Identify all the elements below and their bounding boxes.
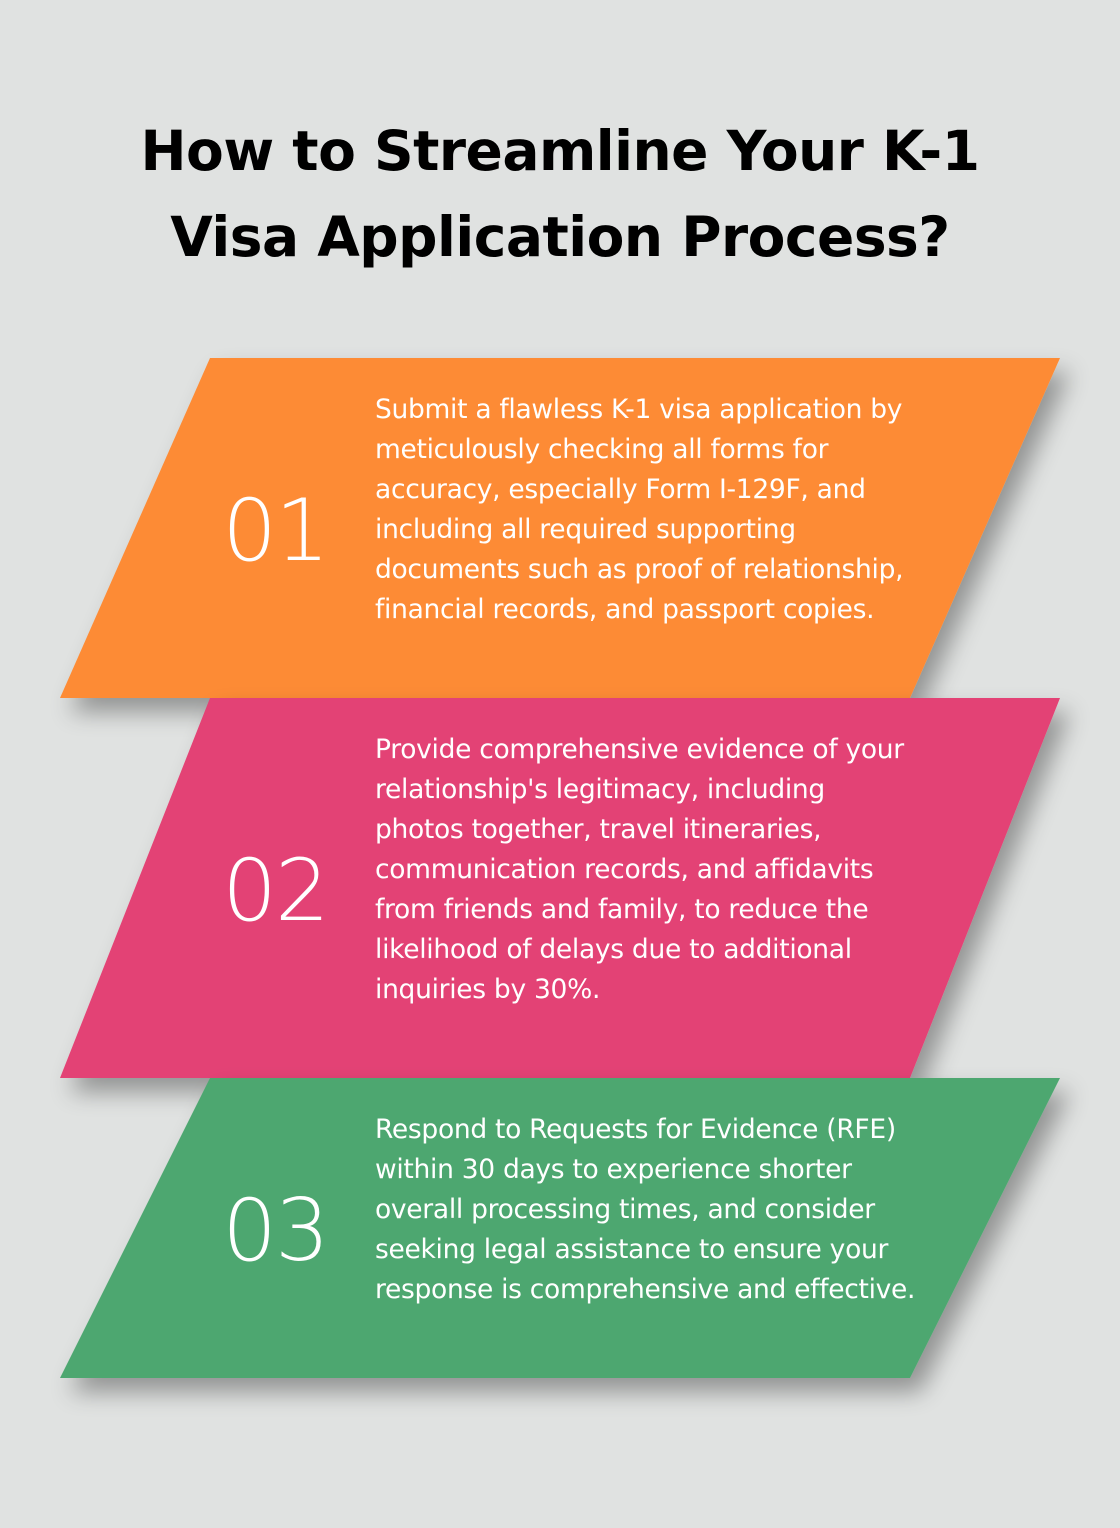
step-3-text: Respond to Requests for Evidence (RFE) within 30 days to experience shorter overall processing times, and consider seeking legal assistance to ensure your response is comprehensive and effective. [375,1114,916,1305]
step-1 [0,358,1120,698]
step-2-text: Provide comprehensive evidence of your relationship's legitimacy, including photos together, travel itineraries, communication records, and affidavits from friends and family, to reduce the likelihood of delays due to additional inquiries by 30%. [375,734,904,1005]
step-3 [0,1078,1120,1378]
step-1-text: Submit a flawless K-1 visa application by meticulously checking all forms for accuracy, especially Form I-129F, and including all required supporting documents such as proof of relationship, financial records, and passport copies. [375,394,904,625]
page-title-line-2: Visa Application Process? [170,205,950,269]
step-3-number: 03 [222,1181,328,1281]
step-1-number: 01 [222,481,328,581]
step-2 [0,698,1120,1078]
step-2-number: 02 [222,841,328,941]
page-title-line-1: How to Streamline Your K-1 [140,119,980,183]
